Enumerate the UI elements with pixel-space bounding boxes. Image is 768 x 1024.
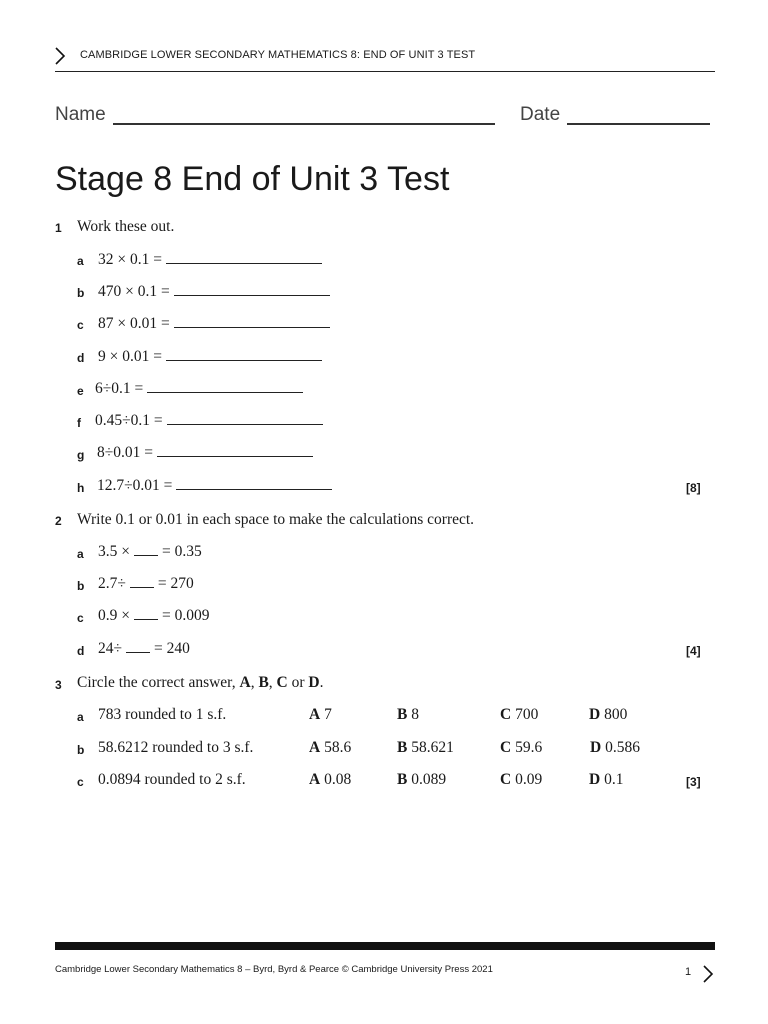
answer-blank[interactable] [134, 607, 158, 620]
header-title: CAMBRIDGE LOWER SECONDARY MATHEMATICS 8: END OF UNIT 3 TEST [80, 49, 476, 61]
name-field[interactable] [113, 123, 495, 125]
option-a[interactable]: A 7 [309, 706, 332, 723]
answer-blank[interactable] [167, 412, 323, 425]
question-number: 2 [55, 514, 62, 528]
question-text: Work these out. [77, 218, 175, 235]
question-part: 6÷0.1 = [95, 380, 303, 398]
marks-badge: [3] [686, 775, 701, 789]
part-label: a [77, 254, 84, 268]
question-number: 3 [55, 678, 62, 692]
option-c[interactable]: C 59.6 [500, 739, 543, 756]
question-part: 0.0894 rounded to 2 s.f. [98, 771, 246, 788]
part-label: f [77, 416, 81, 430]
answer-blank[interactable] [166, 348, 322, 361]
question-part: 3.5 × = 0.35 [98, 543, 202, 560]
part-label: c [77, 611, 84, 625]
part-label: b [77, 286, 85, 300]
option-b[interactable]: B 0.089 [397, 771, 447, 788]
answer-blank[interactable] [134, 543, 158, 556]
question-part: 8÷0.01 = [97, 444, 313, 462]
answer-blank[interactable] [176, 477, 332, 490]
marks-badge: [4] [686, 644, 701, 658]
question-part: 32 × 0.1 = [98, 251, 322, 269]
answer-blank[interactable] [126, 640, 150, 653]
footer-bar [55, 942, 715, 950]
question-text: Circle the correct answer, A, B, C or D. [77, 674, 324, 691]
question-part: 783 rounded to 1 s.f. [98, 706, 227, 723]
part-label: c [77, 318, 84, 332]
part-label: a [77, 547, 84, 561]
answer-blank[interactable] [166, 251, 322, 264]
part-label: h [77, 481, 85, 495]
option-c[interactable]: C 0.09 [500, 771, 543, 788]
option-c[interactable]: C 700 [500, 706, 539, 723]
next-page-chevron-icon[interactable] [702, 964, 714, 984]
answer-blank[interactable] [157, 444, 313, 457]
option-b[interactable]: B 8 [397, 706, 419, 723]
question-part: 0.9 × = 0.009 [98, 607, 210, 624]
question-part: 12.7÷0.01 = [97, 477, 332, 495]
answer-blank[interactable] [174, 315, 330, 328]
option-d[interactable]: D 0.586 [590, 739, 640, 756]
option-d[interactable]: D 0.1 [589, 771, 624, 788]
option-a[interactable]: A 58.6 [309, 739, 352, 756]
part-label: a [77, 710, 84, 724]
answer-blank[interactable] [147, 380, 303, 393]
name-label: Name [55, 104, 106, 125]
part-label: e [77, 384, 84, 398]
chevron-right-icon [54, 46, 66, 66]
marks-badge: [8] [686, 481, 701, 495]
option-a[interactable]: A 0.08 [309, 771, 352, 788]
question-part: 470 × 0.1 = [98, 283, 330, 301]
part-label: c [77, 775, 84, 789]
header-rule [55, 71, 715, 72]
date-field[interactable] [567, 123, 710, 125]
answer-blank[interactable] [130, 575, 154, 588]
question-part: 58.6212 rounded to 3 s.f. [98, 739, 254, 756]
part-label: b [77, 579, 85, 593]
question-text: Write 0.1 or 0.01 in each space to make the calculations correct. [77, 511, 475, 528]
option-d[interactable]: D 800 [589, 706, 628, 723]
date-label: Date [520, 104, 561, 125]
part-label: d [77, 351, 85, 365]
question-part: 24÷ = 240 [98, 640, 190, 657]
footer-copyright: Cambridge Lower Secondary Mathematics 8 – Byrd, Byrd & Pearce © Cambridge University Press 2021 [55, 964, 493, 975]
page-title: Stage 8 End of Unit 3 Test [55, 160, 450, 198]
question-part: 0.45÷0.1 = [95, 412, 323, 430]
option-b[interactable]: B 58.621 [397, 739, 454, 756]
part-label: g [77, 448, 85, 462]
answer-blank[interactable] [174, 283, 330, 296]
part-label: d [77, 644, 85, 658]
question-part: 87 × 0.01 = [98, 315, 330, 333]
page-number: 1 [685, 966, 692, 978]
question-part: 2.7÷ = 270 [98, 575, 194, 592]
part-label: b [77, 743, 85, 757]
question-part: 9 × 0.01 = [98, 348, 322, 366]
question-number: 1 [55, 221, 62, 235]
